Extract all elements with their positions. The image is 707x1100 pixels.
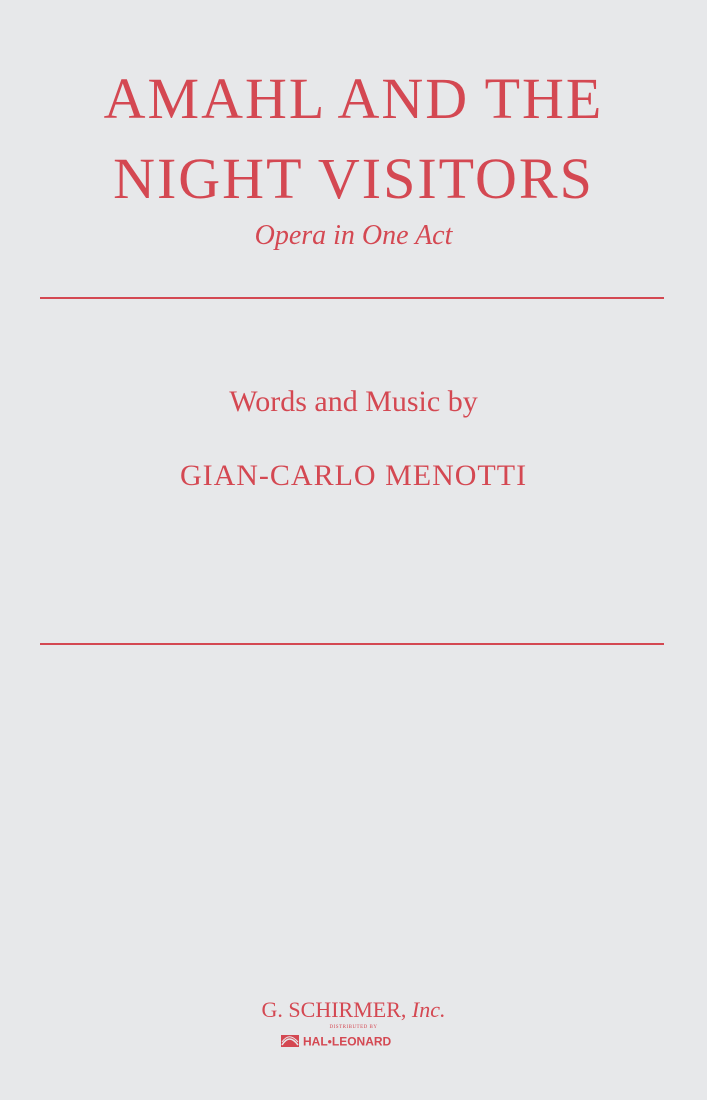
divider-top — [40, 297, 664, 299]
hal-leonard-logo — [281, 1033, 421, 1049]
subtitle: Opera in One Act — [254, 220, 453, 251]
publisher-name-text: G. SCHIRMER, — [261, 997, 407, 1022]
divider-bottom — [40, 643, 664, 645]
credit-label: Words and Music by — [229, 385, 478, 418]
composer-name: GIAN-CARLO MENOTTI — [179, 459, 528, 492]
hal-leonard-mark-icon — [281, 1035, 299, 1047]
publisher-name — [0, 999, 707, 1021]
distributed-by-label: DISTRIBUTED BY — [329, 1025, 378, 1030]
title-line-1: AMAHL AND THE — [103, 66, 604, 131]
title-line-2: NIGHT VISITORS — [113, 146, 594, 211]
distributor-name: HAL•LEONARD — [303, 1034, 392, 1049]
publisher-suffix: Inc. — [411, 997, 446, 1022]
